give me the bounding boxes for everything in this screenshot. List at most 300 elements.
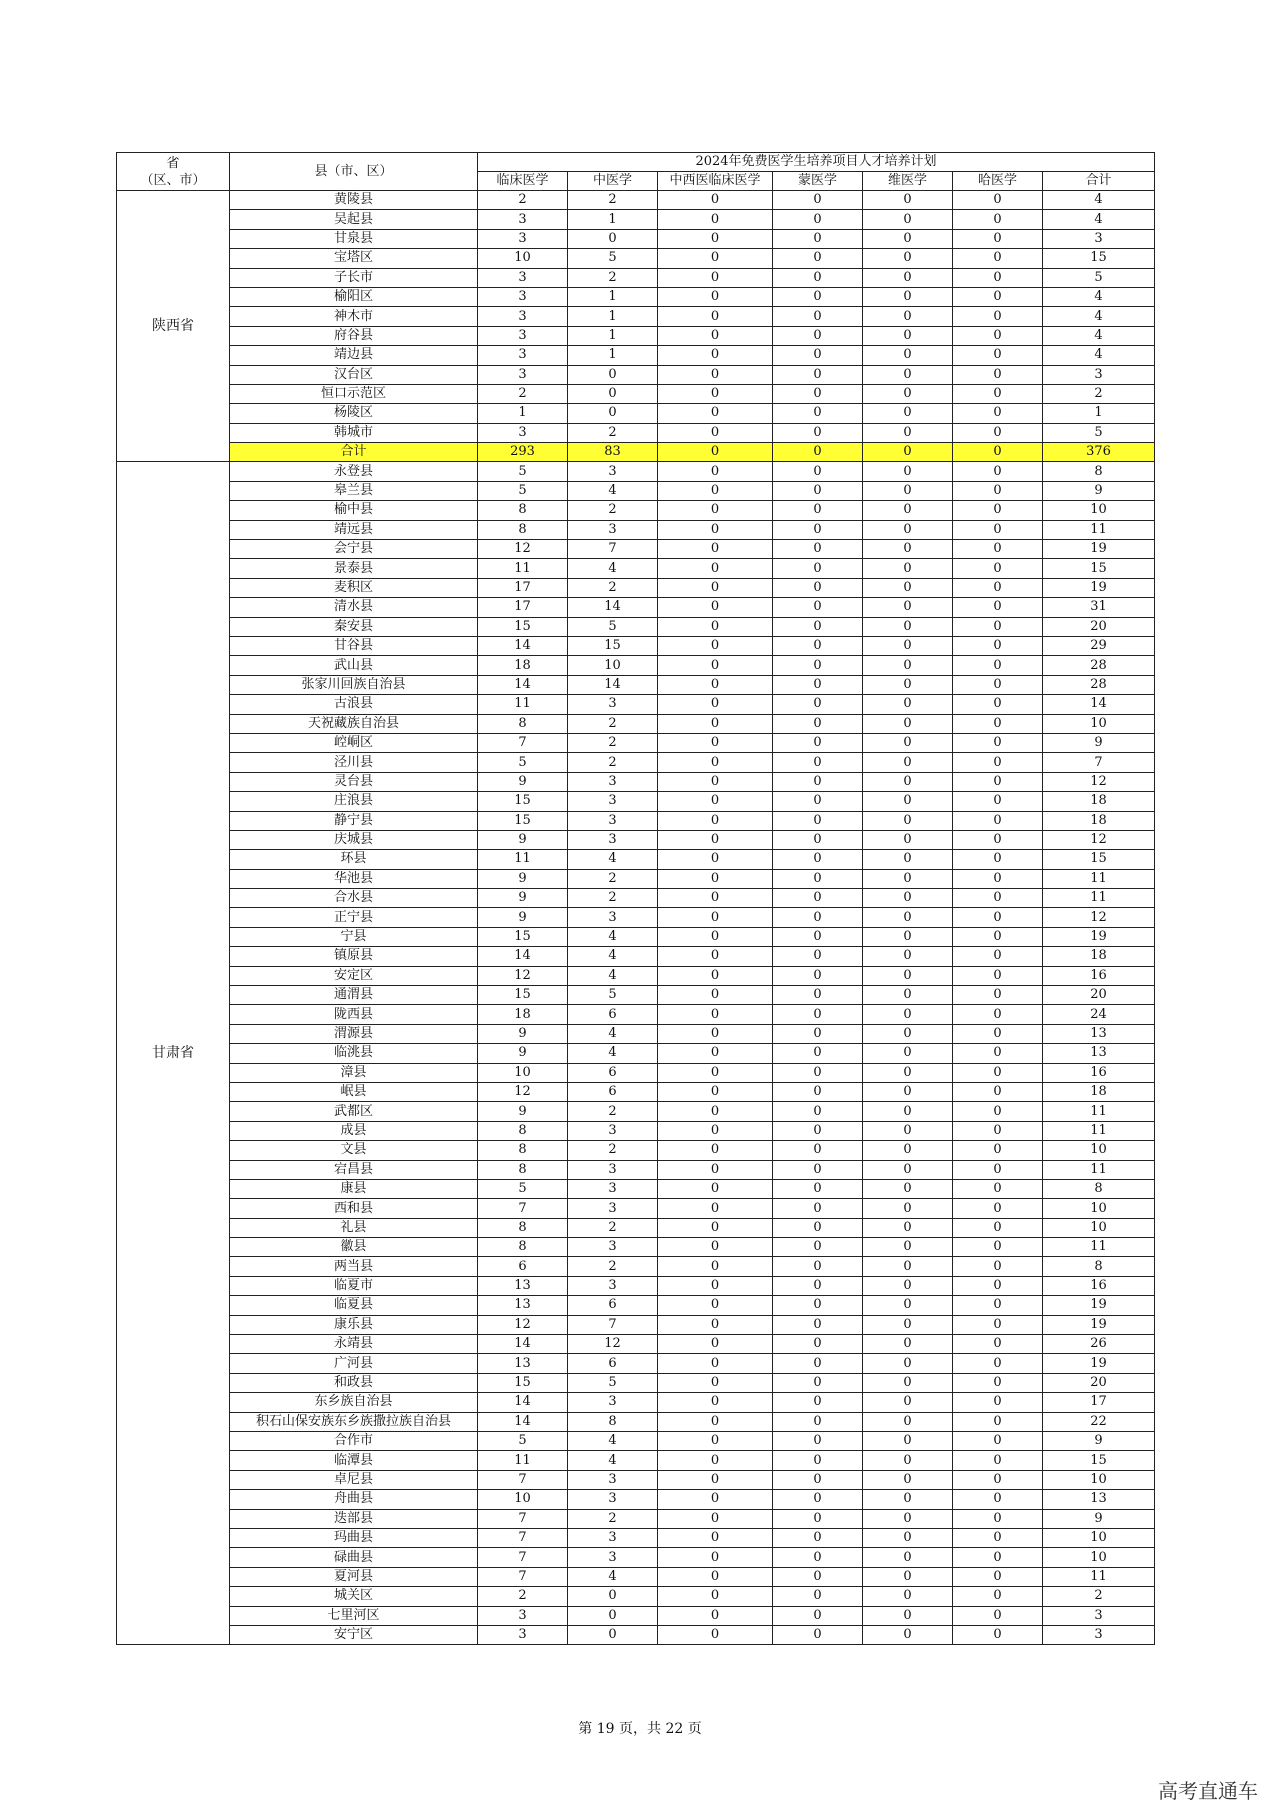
- value-cell: 4: [1043, 326, 1155, 345]
- value-cell: 3: [568, 1548, 658, 1567]
- value-cell: 1: [568, 346, 658, 365]
- table-row: [117, 1625, 1155, 1644]
- table-row: [117, 249, 1155, 268]
- value-cell: 0: [658, 636, 773, 655]
- value-cell: 19: [1043, 1354, 1155, 1373]
- table-row: [117, 481, 1155, 500]
- value-cell: 18: [1043, 811, 1155, 830]
- value-cell: 11: [1043, 1121, 1155, 1140]
- value-cell: 7: [1043, 753, 1155, 772]
- value-cell: 0: [863, 772, 953, 791]
- value-cell: 2: [568, 268, 658, 287]
- value-cell: 10: [568, 656, 658, 675]
- value-cell: 0: [863, 811, 953, 830]
- value-cell: 0: [773, 1218, 863, 1237]
- value-cell: 5: [568, 986, 658, 1005]
- table-row: [117, 617, 1155, 636]
- value-cell: 0: [773, 908, 863, 927]
- value-cell: 8: [478, 1141, 568, 1160]
- value-cell: 0: [863, 714, 953, 733]
- value-cell: 0: [773, 927, 863, 946]
- value-cell: 0: [953, 1354, 1043, 1373]
- table-row: [117, 1528, 1155, 1547]
- column-header: 哈医学: [953, 172, 1043, 191]
- value-cell: 0: [863, 733, 953, 752]
- value-cell: 0: [953, 1528, 1043, 1547]
- value-cell: 0: [953, 1373, 1043, 1392]
- value-cell: 0: [863, 1373, 953, 1392]
- county-cell: 神木市: [230, 307, 478, 326]
- value-cell: 0: [773, 636, 863, 655]
- county-cell: 合作市: [230, 1432, 478, 1451]
- value-cell: 0: [953, 986, 1043, 1005]
- value-cell: 0: [773, 191, 863, 210]
- value-cell: 2: [568, 1257, 658, 1276]
- value-cell: 0: [773, 520, 863, 539]
- value-cell: 7: [478, 1509, 568, 1528]
- value-cell: 0: [863, 598, 953, 617]
- value-cell: 0: [773, 384, 863, 403]
- value-cell: 15: [1043, 1451, 1155, 1470]
- value-cell: 14: [478, 1335, 568, 1354]
- table-row: [117, 986, 1155, 1005]
- value-cell: 19: [1043, 927, 1155, 946]
- value-cell: 4: [568, 1044, 658, 1063]
- value-cell: 0: [658, 598, 773, 617]
- value-cell: 0: [658, 1024, 773, 1043]
- value-cell: 0: [863, 1102, 953, 1121]
- value-cell: 8: [478, 520, 568, 539]
- county-header: 县（市、区）: [230, 153, 478, 191]
- value-cell: 8: [478, 1160, 568, 1179]
- value-cell: 0: [863, 229, 953, 248]
- value-cell: 0: [953, 559, 1043, 578]
- value-cell: 0: [773, 1199, 863, 1218]
- value-cell: 0: [658, 249, 773, 268]
- county-cell: 夏河县: [230, 1567, 478, 1586]
- total-row: [117, 443, 1155, 462]
- value-cell: 4: [1043, 191, 1155, 210]
- value-cell: 11: [1043, 889, 1155, 908]
- plan-table-container: [116, 152, 1154, 1645]
- value-cell: 4: [568, 1451, 658, 1470]
- value-cell: 0: [953, 772, 1043, 791]
- value-cell: 5: [478, 1432, 568, 1451]
- table-row: [117, 1044, 1155, 1063]
- value-cell: 2: [1043, 384, 1155, 403]
- table-row: [117, 1063, 1155, 1082]
- value-cell: 2: [478, 1587, 568, 1606]
- county-cell: 甘泉县: [230, 229, 478, 248]
- value-cell: 0: [863, 1432, 953, 1451]
- value-cell: 0: [863, 1490, 953, 1509]
- watermark: 高考直通车: [1158, 1779, 1258, 1803]
- value-cell: 0: [953, 1451, 1043, 1470]
- value-cell: 0: [658, 927, 773, 946]
- value-cell: 3: [478, 229, 568, 248]
- value-cell: 11: [478, 559, 568, 578]
- value-cell: 0: [568, 229, 658, 248]
- value-cell: 14: [478, 636, 568, 655]
- value-cell: 0: [773, 249, 863, 268]
- value-cell: 10: [1043, 501, 1155, 520]
- value-cell: 0: [773, 1315, 863, 1334]
- value-cell: 0: [953, 578, 1043, 597]
- value-cell: 0: [658, 365, 773, 384]
- table-row: [117, 1160, 1155, 1179]
- value-cell: 10: [478, 1063, 568, 1082]
- value-cell: 7: [478, 733, 568, 752]
- value-cell: 3: [478, 1625, 568, 1644]
- table-row: [117, 1102, 1155, 1121]
- value-cell: 0: [658, 1490, 773, 1509]
- value-cell: 2: [1043, 1587, 1155, 1606]
- value-cell: 2: [568, 714, 658, 733]
- value-cell: 0: [773, 1587, 863, 1606]
- value-cell: 14: [478, 1412, 568, 1431]
- county-cell: 古浪县: [230, 695, 478, 714]
- value-cell: 0: [863, 365, 953, 384]
- value-cell: 3: [568, 1121, 658, 1140]
- value-cell: 0: [953, 714, 1043, 733]
- county-cell: 庄浪县: [230, 792, 478, 811]
- value-cell: 10: [1043, 1528, 1155, 1547]
- value-cell: 8: [1043, 462, 1155, 481]
- table-row: [117, 1296, 1155, 1315]
- value-cell: 0: [953, 191, 1043, 210]
- value-cell: 15: [478, 927, 568, 946]
- value-cell: 4: [568, 966, 658, 985]
- value-cell: 7: [478, 1567, 568, 1586]
- value-cell: 0: [658, 1335, 773, 1354]
- value-cell: 4: [1043, 210, 1155, 229]
- value-cell: 14: [568, 675, 658, 694]
- table-row: [117, 947, 1155, 966]
- value-cell: 0: [953, 636, 1043, 655]
- county-cell: 景泰县: [230, 559, 478, 578]
- value-cell: 3: [568, 462, 658, 481]
- county-cell: 会宁县: [230, 540, 478, 559]
- value-cell: 5: [568, 249, 658, 268]
- value-cell: 0: [953, 462, 1043, 481]
- value-cell: 3: [568, 811, 658, 830]
- table-row: [117, 695, 1155, 714]
- value-cell: 0: [773, 811, 863, 830]
- value-cell: 0: [863, 423, 953, 442]
- value-cell: 0: [773, 1470, 863, 1489]
- value-cell: 0: [953, 1179, 1043, 1198]
- value-cell: 2: [568, 1141, 658, 1160]
- value-cell: 3: [478, 307, 568, 326]
- value-cell: 0: [773, 481, 863, 500]
- value-cell: 4: [1043, 346, 1155, 365]
- column-header: 维医学: [863, 172, 953, 191]
- county-cell: 合计: [230, 443, 478, 462]
- value-cell: 0: [953, 1625, 1043, 1644]
- value-cell: 11: [478, 1451, 568, 1470]
- value-cell: 3: [478, 1606, 568, 1625]
- value-cell: 0: [773, 792, 863, 811]
- value-cell: 0: [773, 443, 863, 462]
- value-cell: 4: [568, 1432, 658, 1451]
- value-cell: 0: [658, 1393, 773, 1412]
- county-cell: 和政县: [230, 1373, 478, 1392]
- value-cell: 3: [478, 346, 568, 365]
- value-cell: 0: [863, 1121, 953, 1140]
- value-cell: 0: [953, 210, 1043, 229]
- value-cell: 0: [773, 1141, 863, 1160]
- value-cell: 9: [1043, 481, 1155, 500]
- value-cell: 0: [863, 1587, 953, 1606]
- value-cell: 0: [658, 578, 773, 597]
- value-cell: 5: [478, 481, 568, 500]
- value-cell: 11: [1043, 1102, 1155, 1121]
- value-cell: 0: [658, 733, 773, 752]
- county-cell: 徽县: [230, 1238, 478, 1257]
- value-cell: 0: [863, 462, 953, 481]
- province-header: 省 （区、市）: [117, 153, 230, 191]
- county-cell: 玛曲县: [230, 1528, 478, 1547]
- value-cell: 0: [658, 326, 773, 345]
- value-cell: 11: [1043, 1238, 1155, 1257]
- value-cell: 0: [658, 1470, 773, 1489]
- value-cell: 15: [1043, 249, 1155, 268]
- value-cell: 0: [953, 1141, 1043, 1160]
- value-cell: 0: [953, 1470, 1043, 1489]
- value-cell: 19: [1043, 1296, 1155, 1315]
- value-cell: 9: [1043, 1432, 1155, 1451]
- value-cell: 0: [658, 811, 773, 830]
- value-cell: 18: [478, 656, 568, 675]
- value-cell: 13: [1043, 1490, 1155, 1509]
- county-cell: 广河县: [230, 1354, 478, 1373]
- value-cell: 0: [863, 966, 953, 985]
- value-cell: 3: [478, 423, 568, 442]
- value-cell: 0: [773, 598, 863, 617]
- value-cell: 0: [773, 675, 863, 694]
- value-cell: 0: [863, 1509, 953, 1528]
- value-cell: 11: [1043, 869, 1155, 888]
- table-row: [117, 1141, 1155, 1160]
- value-cell: 0: [658, 1606, 773, 1625]
- value-cell: 0: [863, 287, 953, 306]
- value-cell: 2: [568, 423, 658, 442]
- value-cell: 0: [863, 520, 953, 539]
- value-cell: 0: [658, 1509, 773, 1528]
- county-cell: 靖远县: [230, 520, 478, 539]
- value-cell: 1: [568, 287, 658, 306]
- value-cell: 0: [953, 675, 1043, 694]
- value-cell: 2: [568, 1509, 658, 1528]
- value-cell: 0: [953, 753, 1043, 772]
- value-cell: 4: [568, 947, 658, 966]
- value-cell: 3: [568, 1490, 658, 1509]
- value-cell: 3: [568, 1470, 658, 1489]
- value-cell: 5: [1043, 268, 1155, 287]
- value-cell: 0: [773, 559, 863, 578]
- value-cell: 0: [953, 268, 1043, 287]
- value-cell: 0: [773, 733, 863, 752]
- value-cell: 0: [773, 1451, 863, 1470]
- county-cell: 静宁县: [230, 811, 478, 830]
- value-cell: 0: [773, 578, 863, 597]
- value-cell: 9: [478, 772, 568, 791]
- value-cell: 8: [478, 714, 568, 733]
- county-cell: 西和县: [230, 1199, 478, 1218]
- value-cell: 0: [658, 1238, 773, 1257]
- column-header: 临床医学: [478, 172, 568, 191]
- value-cell: 0: [863, 1141, 953, 1160]
- county-cell: 东乡族自治县: [230, 1393, 478, 1412]
- county-cell: 镇原县: [230, 947, 478, 966]
- value-cell: 15: [1043, 850, 1155, 869]
- value-cell: 7: [478, 1470, 568, 1489]
- value-cell: 6: [568, 1296, 658, 1315]
- value-cell: 0: [568, 1625, 658, 1644]
- value-cell: 2: [568, 753, 658, 772]
- value-cell: 0: [953, 1218, 1043, 1237]
- value-cell: 0: [773, 423, 863, 442]
- value-cell: 0: [863, 443, 953, 462]
- value-cell: 0: [658, 1412, 773, 1431]
- value-cell: 6: [568, 1354, 658, 1373]
- table-row: [117, 1179, 1155, 1198]
- value-cell: 0: [773, 210, 863, 229]
- value-cell: 0: [658, 1296, 773, 1315]
- county-cell: 临洮县: [230, 1044, 478, 1063]
- value-cell: 0: [953, 1393, 1043, 1412]
- value-cell: 4: [1043, 287, 1155, 306]
- value-cell: 0: [773, 1490, 863, 1509]
- value-cell: 83: [568, 443, 658, 462]
- value-cell: 0: [863, 617, 953, 636]
- value-cell: 0: [773, 1606, 863, 1625]
- value-cell: 2: [478, 384, 568, 403]
- value-cell: 0: [773, 1354, 863, 1373]
- value-cell: 17: [1043, 1393, 1155, 1412]
- value-cell: 0: [953, 501, 1043, 520]
- value-cell: 3: [568, 1179, 658, 1198]
- value-cell: 14: [1043, 695, 1155, 714]
- value-cell: 0: [863, 210, 953, 229]
- value-cell: 12: [1043, 772, 1155, 791]
- value-cell: 4: [568, 850, 658, 869]
- value-cell: 2: [568, 191, 658, 210]
- value-cell: 0: [863, 1567, 953, 1586]
- value-cell: 8: [568, 1412, 658, 1431]
- value-cell: 3: [568, 792, 658, 811]
- value-cell: 0: [953, 307, 1043, 326]
- county-cell: 秦安县: [230, 617, 478, 636]
- value-cell: 0: [953, 481, 1043, 500]
- value-cell: 0: [953, 811, 1043, 830]
- plan-title-header: 2024年免费医学生培养项目人才培养计划: [478, 153, 1155, 172]
- value-cell: 0: [658, 191, 773, 210]
- value-cell: 11: [1043, 1160, 1155, 1179]
- county-cell: 卓尼县: [230, 1470, 478, 1489]
- value-cell: 18: [1043, 947, 1155, 966]
- value-cell: 0: [773, 1393, 863, 1412]
- value-cell: 0: [658, 481, 773, 500]
- value-cell: 0: [658, 384, 773, 403]
- value-cell: 0: [953, 540, 1043, 559]
- table-row: [117, 462, 1155, 481]
- value-cell: 9: [478, 1024, 568, 1043]
- value-cell: 0: [658, 559, 773, 578]
- value-cell: 0: [773, 1044, 863, 1063]
- table-row: [117, 1451, 1155, 1470]
- value-cell: 18: [1043, 1082, 1155, 1101]
- table-row: [117, 1393, 1155, 1412]
- value-cell: 0: [773, 326, 863, 345]
- value-cell: 0: [863, 1335, 953, 1354]
- value-cell: 0: [863, 501, 953, 520]
- value-cell: 18: [478, 1005, 568, 1024]
- value-cell: 1: [1043, 404, 1155, 423]
- value-cell: 0: [953, 966, 1043, 985]
- county-cell: 韩城市: [230, 423, 478, 442]
- value-cell: 0: [953, 947, 1043, 966]
- column-header: 中医学: [568, 172, 658, 191]
- county-cell: 积石山保安族东乡族撒拉族自治县: [230, 1412, 478, 1431]
- value-cell: 0: [658, 869, 773, 888]
- value-cell: 0: [658, 307, 773, 326]
- value-cell: 0: [773, 772, 863, 791]
- table-row: [117, 675, 1155, 694]
- table-row: [117, 346, 1155, 365]
- table-row: [117, 268, 1155, 287]
- value-cell: 0: [773, 1121, 863, 1140]
- table-row: [117, 1257, 1155, 1276]
- table-row: [117, 520, 1155, 539]
- value-cell: 0: [658, 772, 773, 791]
- table-row: [117, 423, 1155, 442]
- value-cell: 8: [1043, 1257, 1155, 1276]
- column-header: 合计: [1043, 172, 1155, 191]
- value-cell: 0: [658, 229, 773, 248]
- value-cell: 12: [1043, 830, 1155, 849]
- value-cell: 0: [953, 384, 1043, 403]
- county-cell: 临夏市: [230, 1276, 478, 1295]
- value-cell: 0: [658, 947, 773, 966]
- value-cell: 28: [1043, 675, 1155, 694]
- value-cell: 2: [568, 869, 658, 888]
- county-cell: 榆阳区: [230, 287, 478, 306]
- value-cell: 2: [568, 501, 658, 520]
- value-cell: 7: [568, 540, 658, 559]
- value-cell: 0: [953, 520, 1043, 539]
- value-cell: 0: [568, 1606, 658, 1625]
- value-cell: 0: [863, 869, 953, 888]
- county-cell: 康县: [230, 1179, 478, 1198]
- value-cell: 0: [658, 1257, 773, 1276]
- value-cell: 0: [863, 792, 953, 811]
- value-cell: 13: [1043, 1024, 1155, 1043]
- value-cell: 2: [568, 733, 658, 752]
- value-cell: 0: [953, 287, 1043, 306]
- value-cell: 0: [953, 1490, 1043, 1509]
- value-cell: 13: [1043, 1044, 1155, 1063]
- value-cell: 0: [863, 191, 953, 210]
- county-cell: 宁县: [230, 927, 478, 946]
- value-cell: 0: [863, 1199, 953, 1218]
- value-cell: 0: [773, 1335, 863, 1354]
- value-cell: 0: [658, 1548, 773, 1567]
- table-row: [117, 908, 1155, 927]
- value-cell: 0: [658, 1005, 773, 1024]
- value-cell: 0: [773, 1296, 863, 1315]
- value-cell: 0: [863, 578, 953, 597]
